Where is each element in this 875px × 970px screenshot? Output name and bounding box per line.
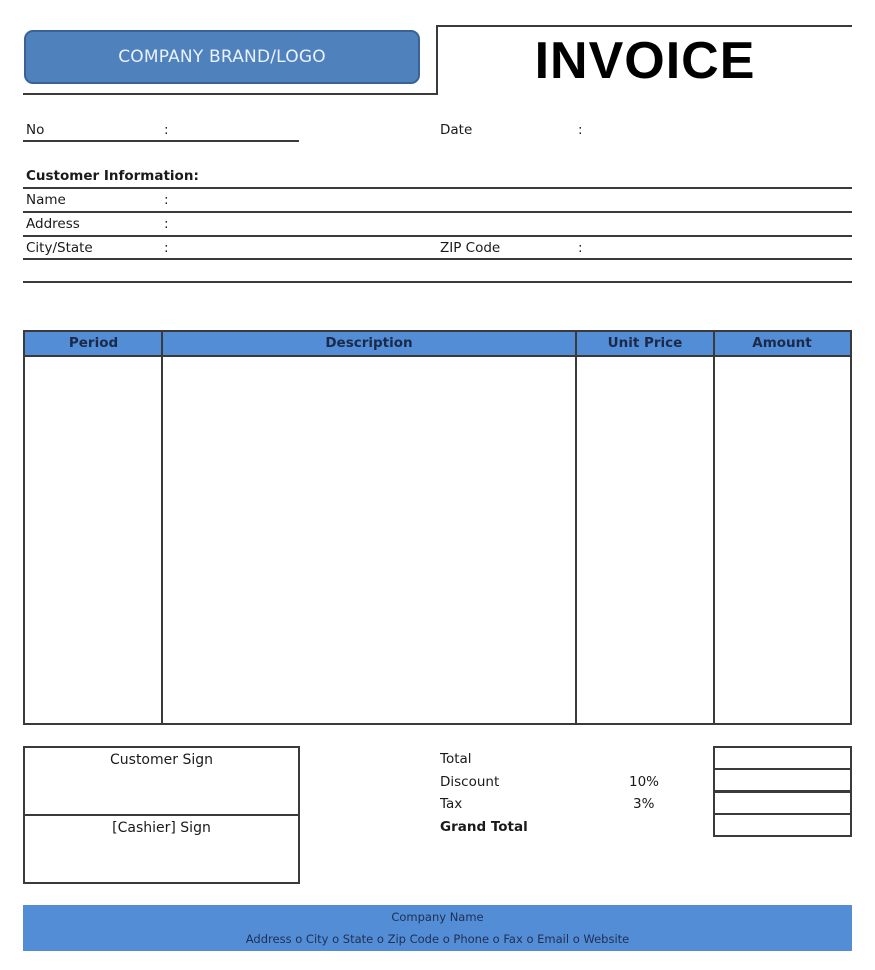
tax-value-field[interactable] bbox=[713, 791, 852, 815]
items-table bbox=[23, 330, 852, 725]
invoice-no-label: No bbox=[26, 122, 45, 138]
invoice-no-underline bbox=[23, 140, 299, 142]
customer-info-heading: Customer Information: bbox=[26, 168, 199, 184]
customer-rule-4 bbox=[23, 281, 852, 283]
invoice-no-separator: : bbox=[164, 122, 169, 138]
zip-code-field[interactable] bbox=[590, 237, 850, 259]
address-separator: : bbox=[164, 216, 169, 232]
city-state-field[interactable] bbox=[175, 237, 430, 259]
tax-rate: 3% bbox=[633, 796, 655, 812]
zip-code-separator: : bbox=[578, 240, 583, 256]
logo-text: COMPANY BRAND/LOGO bbox=[118, 47, 326, 67]
column-header-description: Description bbox=[325, 335, 413, 351]
grand-total-value-field[interactable] bbox=[713, 813, 852, 837]
footer-company-name: Company Name bbox=[391, 910, 484, 924]
grand-total-label: Grand Total bbox=[440, 819, 528, 835]
header-bottom-rule bbox=[23, 93, 438, 95]
customer-sign-box[interactable] bbox=[23, 746, 300, 816]
invoice-box-left-edge bbox=[436, 25, 438, 95]
address-field[interactable] bbox=[175, 213, 850, 235]
cashier-sign-label: [Cashier] Sign bbox=[112, 820, 211, 836]
company-footer bbox=[23, 905, 852, 951]
column-header-amount: Amount bbox=[752, 335, 812, 351]
address-label: Address bbox=[26, 216, 80, 232]
name-field[interactable] bbox=[175, 189, 850, 211]
cashier-sign-box[interactable] bbox=[23, 814, 300, 884]
name-label: Name bbox=[26, 192, 66, 208]
name-separator: : bbox=[164, 192, 169, 208]
discount-label: Discount bbox=[440, 774, 500, 790]
date-separator: : bbox=[578, 122, 583, 138]
invoice-no-field[interactable] bbox=[175, 118, 297, 140]
discount-value-field[interactable] bbox=[713, 768, 852, 792]
unit-price-column[interactable] bbox=[575, 332, 715, 723]
invoice-title: INVOICE bbox=[534, 32, 756, 90]
customer-rule-3 bbox=[23, 258, 852, 260]
total-value-field[interactable] bbox=[713, 746, 852, 770]
period-column[interactable] bbox=[25, 332, 163, 723]
customer-sign-label: Customer Sign bbox=[110, 752, 213, 768]
total-label: Total bbox=[440, 751, 472, 767]
discount-rate: 10% bbox=[629, 774, 660, 790]
description-column[interactable] bbox=[161, 332, 577, 723]
zip-code-label: ZIP Code bbox=[440, 240, 501, 256]
tax-label: Tax bbox=[440, 796, 463, 812]
column-header-period: Period bbox=[68, 335, 119, 351]
date-label: Date bbox=[440, 122, 473, 138]
footer-contact-line: Address o City o State o Zip Code o Phone o Fax o Email o Website bbox=[245, 932, 630, 946]
date-field[interactable] bbox=[590, 118, 850, 140]
column-header-unit-price: Unit Price bbox=[607, 335, 683, 351]
company-logo bbox=[24, 30, 420, 84]
city-state-separator: : bbox=[164, 240, 169, 256]
invoice-box-top-edge bbox=[436, 25, 852, 27]
city-state-label: City/State bbox=[26, 240, 93, 256]
